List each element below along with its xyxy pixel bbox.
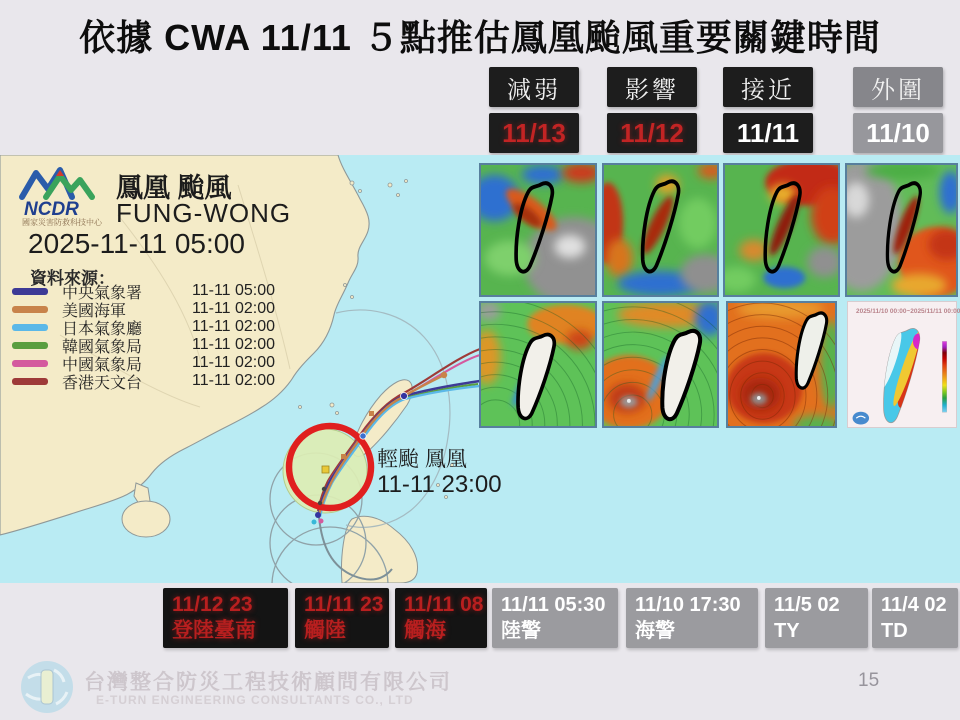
source-name: 美國海軍 (62, 302, 127, 320)
timeline-event: 觸陸 (304, 619, 346, 642)
timeline-time: 11/11 23 (304, 593, 384, 616)
phase-column-approach (723, 67, 813, 153)
source-name: 中央氣象署 (62, 284, 143, 302)
model-forecast-thumbnail-2 (602, 163, 719, 297)
legend-title: 資料來源： (30, 269, 115, 288)
track-color-swatch (12, 324, 48, 331)
source-time: 11-11 02:00 (192, 318, 276, 335)
rainfall-color-scale (942, 341, 947, 412)
model-forecast-thumbnail-1 (479, 163, 597, 297)
timeline-time: 11/5 02 (774, 594, 840, 616)
phase-label: 減弱 (489, 67, 579, 107)
page-title: 依據 CWA 11/11 ５點推估鳳凰颱風重要關鍵時間 (79, 16, 881, 58)
phase-date: 11/11 (723, 113, 813, 153)
source-name: 日本氣象廳 (62, 320, 143, 338)
timeline-time: 11/4 02 (881, 594, 947, 616)
timeline-event: 觸海 (404, 619, 446, 642)
annotation-time: 11-11 23:00 (377, 470, 502, 498)
typhoon-name-zh: 鳳凰 颱風 (116, 173, 232, 203)
wind-field-thumbnail-2 (602, 301, 719, 428)
legend-row-hko (12, 372, 312, 390)
source-time: 11-11 02:00 (192, 336, 276, 353)
phase-date: 11/13 (489, 113, 579, 153)
source-time: 11-11 02:00 (192, 372, 276, 389)
timeline-box-land-warning (492, 588, 618, 648)
source-name: 中國氣象局 (62, 356, 143, 374)
phase-column-weaken (489, 67, 579, 153)
svg-text:NCDR: NCDR (24, 199, 79, 220)
company-name-zh: 台灣整合防災工程技術顧問有限公司 (84, 671, 452, 694)
timeline-event: TY (774, 620, 800, 642)
rainfall-accumulation-thumbnail (847, 301, 960, 428)
eturn-logo (20, 660, 74, 714)
rainfall-thumbnail-title: 2025/11/10 00:00~2025/11/11 00:00 (856, 307, 960, 315)
wind-field-thumbnail-1 (479, 301, 597, 428)
phase-label: 外圍 (853, 67, 943, 107)
track-color-swatch (12, 378, 48, 385)
model-forecast-thumbnail-3 (723, 163, 840, 297)
hainan-island (122, 501, 170, 537)
typhoon-position-annotation (377, 448, 502, 498)
track-color-swatch (12, 306, 48, 313)
timeline-time: 11/11 05:30 (501, 594, 606, 616)
timeline-box-landfall-tainan (163, 588, 288, 648)
timeline-event: 海警 (635, 620, 675, 642)
timeline-box-sea-warning (626, 588, 758, 648)
ncdr-logo (16, 163, 112, 229)
phase-column-outer (853, 67, 943, 153)
phase-label: 影響 (607, 67, 697, 107)
annotation-name: 輕颱 鳳凰 (377, 448, 467, 471)
timeline-box-depression-formed (872, 588, 958, 648)
ncdr-caption: 國家災害防救科技中心 (22, 218, 102, 227)
source-name: 韓國氣象局 (62, 338, 143, 356)
issued-time: 2025-11-11 05:00 (28, 228, 245, 259)
track-color-swatch (12, 288, 48, 295)
model-forecast-thumbnail-4 (845, 163, 958, 297)
phase-date: 11/12 (607, 113, 697, 153)
page-number: 15 (858, 670, 880, 691)
timeline-box-touch-sea (395, 588, 487, 648)
track-color-swatch (12, 342, 48, 349)
ncdr-mini-logo (853, 412, 869, 425)
phase-label: 接近 (723, 67, 813, 107)
timeline-box-typhoon-formed (765, 588, 868, 648)
track-color-swatch (12, 360, 48, 367)
timeline-event: TD (881, 620, 908, 642)
timeline-event: 陸警 (501, 620, 541, 642)
source-name: 香港天文台 (62, 374, 143, 392)
source-time: 11-11 05:00 (192, 282, 276, 299)
timeline-time: 11/11 08 (404, 593, 484, 616)
source-time: 11-11 02:00 (192, 300, 276, 317)
timeline-time: 11/12 23 (172, 593, 253, 616)
timeline-box-touch-land (295, 588, 389, 648)
wind-field-thumbnail-3 (726, 301, 837, 428)
typhoon-name-en: FUNG-WONG (116, 198, 292, 228)
phase-column-impact (607, 67, 697, 153)
timeline-event: 登陸臺南 (172, 619, 256, 642)
timeline-time: 11/10 17:30 (635, 594, 741, 616)
source-time: 11-11 02:00 (192, 354, 276, 371)
company-name-en: E-TURN ENGINEERING CONSULTANTS CO., LTD (96, 693, 414, 707)
phase-date: 11/10 (853, 113, 943, 153)
